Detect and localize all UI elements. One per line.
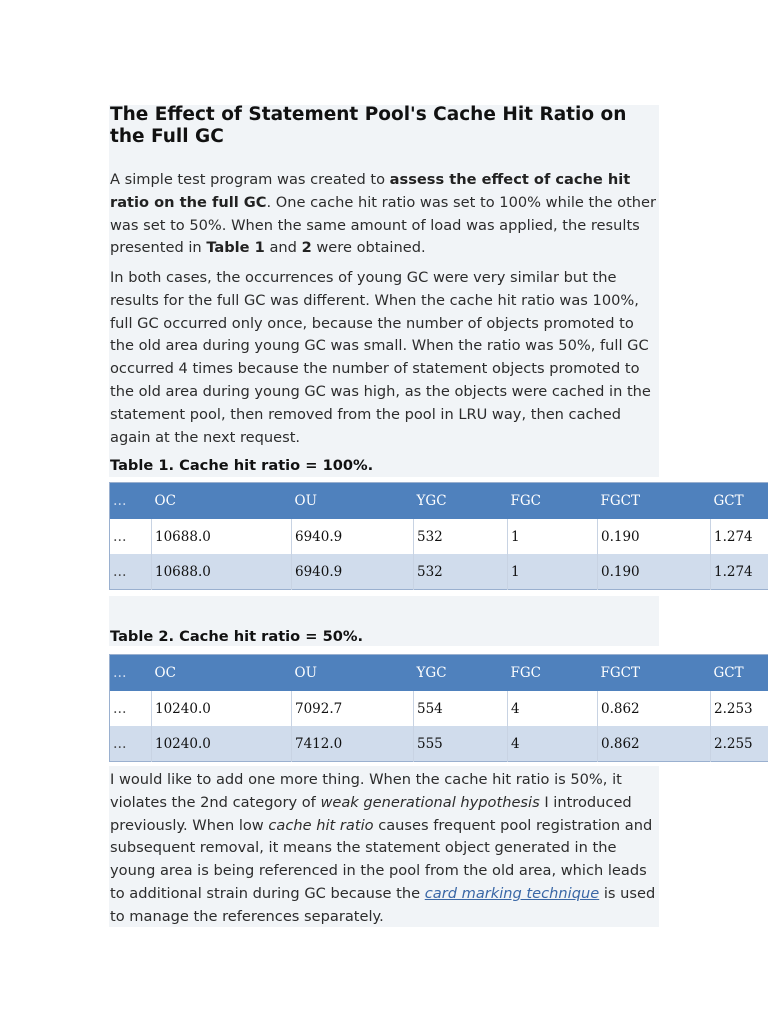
table-cell: 10240.0: [152, 691, 292, 726]
text: and: [264, 239, 302, 257]
bold-text: Table 1: [206, 239, 265, 257]
bold-text: assess the effect of cache hit ratio on the full GC: [110, 171, 631, 211]
article-title: The Effect of Statement Pool's Cache Hit Ratio on the Full GC: [110, 104, 627, 147]
text: I introduced previously. When low: [110, 793, 632, 834]
table-cell: 4: [508, 691, 598, 726]
header-cell: OC: [152, 655, 292, 692]
text: were obtained.: [311, 239, 426, 257]
table-cell: 1.274: [711, 519, 768, 554]
header-cell: GCT: [711, 483, 768, 520]
table-cell: 0.190: [598, 554, 711, 590]
header-cell: YGC: [414, 483, 508, 520]
header-cell: OU: [292, 483, 414, 520]
table-cell: 6940.9: [292, 519, 414, 554]
table-cell: …: [110, 519, 152, 554]
table-cell: 1: [508, 519, 598, 554]
table-cell: 555: [414, 726, 508, 762]
table-cell: 1: [508, 554, 598, 590]
table-cell: 532: [414, 554, 508, 590]
text: A simple test program was created to: [110, 171, 390, 188]
table-cell: 532: [414, 519, 508, 554]
text: I would like to add one more thing. When the cache hit ratio is 50%, it violates the 2nd category of: [110, 771, 622, 811]
table-cell: 554: [414, 691, 508, 726]
header-cell: …: [110, 483, 152, 520]
header-cell: OC: [152, 483, 292, 520]
table-cell: 7092.7: [292, 691, 414, 726]
table-cell: …: [110, 726, 152, 762]
header-cell: GCT: [711, 655, 768, 692]
table-cell: 4: [508, 726, 598, 762]
table-row: [110, 726, 768, 762]
table-cell: 7412.0: [292, 726, 414, 762]
text: causes frequent pool registration and subsequent removal, it means the statement object generated in the young area is being referenced in the pool from the old area, which leads to additional strain during GC because the: [110, 816, 653, 902]
table2: [109, 654, 768, 762]
text: is used to manage the references separately.: [110, 884, 656, 925]
table-cell: 0.862: [598, 691, 711, 726]
header-cell: OU: [292, 655, 414, 692]
table-cell: 0.190: [598, 519, 711, 554]
paragraph-results: In both cases, the occurrences of young GC were very similar but the results for the full GC was different. When the cache hit ratio was 100%, full GC occurred only once, because the number of objects promoted to the old area during young GC was small. When the ratio was 50%, full GC occurred 4 times because the number of statement objects promoted to the old area during young GC was high, as the objects were cached in the statement pool, then removed from the pool in LRU way, then cached again at the next request.: [110, 269, 651, 446]
italic-text: weak generational hypothesis: [320, 793, 540, 811]
table1-caption: Table 1. Cache hit ratio = 100%.: [110, 457, 374, 474]
table-cell: 2.255: [711, 726, 768, 762]
table-cell: 10240.0: [152, 726, 292, 762]
table2-caption: Table 2. Cache hit ratio = 50%.: [110, 628, 364, 645]
table-cell: …: [110, 554, 152, 590]
table-cell: 10688.0: [152, 519, 292, 554]
table-row: [110, 691, 768, 726]
header-cell: YGC: [414, 655, 508, 692]
table-header-row: [110, 483, 768, 520]
paragraph-intro: [110, 169, 658, 260]
header-cell: FGC: [508, 483, 598, 520]
table-row: [110, 519, 768, 554]
header-cell: …: [110, 655, 152, 692]
table-cell: 2.253: [711, 691, 768, 726]
header-cell: FGCT: [598, 483, 711, 520]
table1: [109, 482, 768, 590]
header-cell: FGC: [508, 655, 598, 692]
table-header-row: [110, 655, 768, 692]
table-cell: 6940.9: [292, 554, 414, 590]
card-marking-link[interactable]: card marking technique: [424, 884, 600, 902]
table-cell: …: [110, 691, 152, 726]
table-row: [110, 554, 768, 590]
text: . One cache hit ratio was set to 100% while the other was set to 50%. When the same amount of load was applied, the results presented in: [110, 193, 657, 257]
italic-text: cache hit ratio: [268, 816, 374, 834]
header-cell: FGCT: [598, 655, 711, 692]
table-cell: 1.274: [711, 554, 768, 590]
table-cell: 0.862: [598, 726, 711, 762]
bold-text: 2: [301, 239, 312, 257]
table-cell: 10688.0: [152, 554, 292, 590]
paragraph-conclusion: [110, 769, 658, 929]
